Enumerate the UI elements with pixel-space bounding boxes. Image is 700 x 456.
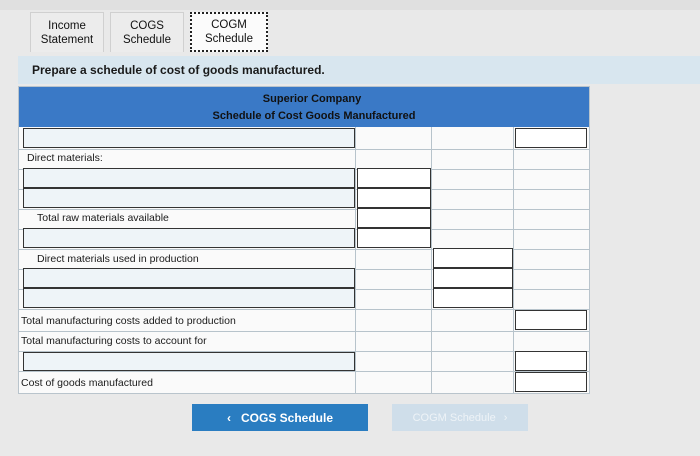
total-raw-materials-label: Total raw materials available [37,212,169,224]
purchases-amount-input[interactable] [357,188,431,208]
grid-line [19,371,589,372]
purchases-label-input[interactable] [23,188,355,208]
grid-line [19,209,589,210]
dm-used-label: Direct materials used in production [37,253,199,265]
overhead-label-input[interactable] [23,288,355,308]
ending-materials-amount-input[interactable] [357,228,431,248]
overhead-amount-input[interactable] [433,288,513,308]
direct-labor-label-input[interactable] [23,268,355,288]
tab-income-statement[interactable] [30,12,104,52]
prev-cogs-schedule-button[interactable] [192,404,368,431]
instruction-text: Prepare a schedule of cost of goods manufactured. [32,63,325,77]
raw-materials-label-input[interactable] [23,168,355,188]
cogm-amount-input[interactable] [515,372,587,392]
tab-label: COGM Schedule [205,19,253,45]
ending-wip-amount-input[interactable] [515,351,587,371]
dm-used-amount-input[interactable] [433,248,513,268]
company-name: Superior Company [262,93,362,105]
tab-label: COGS Schedule [123,19,171,46]
header-label-input[interactable] [23,128,355,148]
raw-materials-amount-input[interactable] [357,168,431,188]
instruction-bar [18,56,700,84]
direct-materials-label: Direct materials: [27,152,103,164]
tab-cogm-schedule[interactable] [190,12,268,52]
ending-wip-label-input[interactable] [23,352,355,371]
tab-label: Income Statement [40,19,94,46]
prev-button-label: COGS Schedule [240,410,334,425]
worksheet-header [19,87,589,127]
tab-cogs-schedule[interactable] [110,12,184,52]
total-added-label: Total manufacturing costs added to production [21,315,236,327]
chevron-right-icon: › [503,411,508,424]
top-strip [0,0,700,10]
grid-line [431,127,432,393]
grid-line [355,127,356,393]
total-raw-materials-amount-input[interactable] [357,208,431,228]
grid-line [19,331,589,332]
grid-line [513,127,514,393]
next-button-label: COGM Schedule [412,411,496,424]
header-amount-input[interactable] [515,128,587,148]
next-cogm-schedule-button[interactable] [392,404,528,431]
total-account-label: Total manufacturing costs to account for [21,335,207,347]
direct-labor-amount-input[interactable] [433,268,513,288]
cogm-worksheet [18,86,590,394]
ending-materials-label-input[interactable] [23,228,355,248]
grid-line [19,149,589,150]
cogm-label: Cost of goods manufactured [21,377,153,389]
schedule-title: Schedule of Cost Goods Manufactured [212,110,416,122]
total-added-amount-input[interactable] [515,310,587,330]
grid-line [19,309,589,310]
chevron-left-icon: ‹ [226,410,231,425]
